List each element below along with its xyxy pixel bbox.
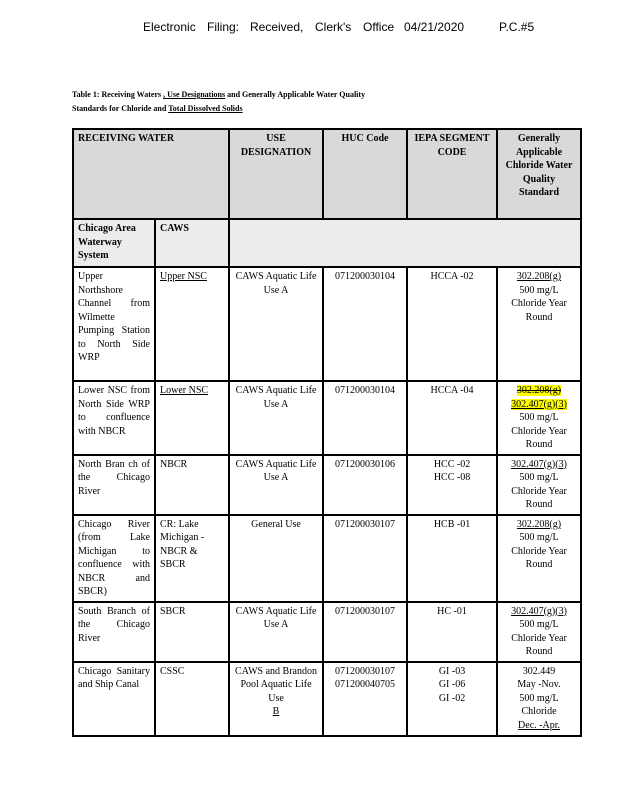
row-huc: 071200030104 [323,267,407,381]
header-iepa-segment: IEPA SEGMENT CODE [407,129,497,219]
row-segment-1: HCC -02 [433,458,471,470]
row-use-b: B [272,706,280,717]
row-water: South Branch of the Chicago River [73,602,155,662]
row-water: Lower NSC from North Side WRP to confluence with NBCR [73,381,155,455]
table-row [73,455,581,515]
system-blank [229,219,581,267]
row-standard-struck: 302.208(g) [516,385,562,396]
header-clerks: Clerk's [315,20,352,34]
row-segment [407,455,497,515]
row-abbr: CSSC [155,662,229,736]
row-abbr: CR: Lake Michigan - NBCR & SBCR [155,515,229,602]
row-standard-section: 302.208(g) [516,271,562,282]
row-use: CAWS Aquatic Life Use A [229,381,323,455]
row-huc-1: 071200030107 [335,665,396,677]
row-segment-1: GI -03 [438,665,466,677]
row-abbr: Lower NSC [155,381,229,455]
header-pc: P.C.#5 [499,20,535,34]
row-standard-text: 500 mg/L Chloride Year Round [511,532,567,570]
row-standard-text: 500 mg/L Chloride Year Round [511,284,567,323]
header-electronic: Electronic [143,20,196,34]
row-standard [497,455,581,515]
row-standard-text: 500 mg/L Chloride Year Round [511,412,567,450]
row-segment-2: HCC -08 [433,472,471,483]
header-date: 04/21/2020 [404,20,465,34]
row-use [229,662,323,736]
row-abbr: NBCR [155,455,229,515]
row-segment-2: GI -06 [438,679,466,690]
header-office: Office [363,20,395,34]
row-huc [323,662,407,736]
row-standard-section: 302.407(g)(3) [511,605,567,617]
row-huc: 071200030106 [323,455,407,515]
row-use-text: CAWS and Brandon Pool Aquatic Life Use [235,665,317,704]
header-standard: Generally Applicable Chloride Water Quality Standard [497,129,581,219]
row-standard-text: 500 mg/L Chloride Year Round [511,472,567,510]
table-row [73,602,581,662]
row-standard [497,381,581,455]
table-caption [72,88,532,116]
system-abbr: CAWS [155,219,229,267]
table-row [73,515,581,602]
row-standard-highlight: 302.407(g)(3) [511,398,567,410]
table-row [73,662,581,736]
row-segment: HCB -01 [407,515,497,602]
row-segment: HCCA -02 [407,267,497,381]
row-standard [497,662,581,736]
row-standard-range2: Dec. -Apr. [518,719,560,731]
row-segment [407,662,497,736]
row-use: CAWS Aquatic Life Use A [229,267,323,381]
row-water: Chicago Sanitary and Ship Canal [73,662,155,736]
header-receiving-water: RECEIVING WATER [73,129,229,219]
row-segment-3: GI -02 [438,692,466,704]
table-row [73,267,581,381]
row-use: CAWS Aquatic Life Use A [229,602,323,662]
row-water: Upper Northshore Channel from Wilmette Pumping Station to North Side WRP [73,267,155,381]
caption-line2-a: Standards for Chloride and [72,104,167,113]
caption-line1-a: Table 1: Receiving Waters [72,90,162,99]
water-quality-table [72,128,582,737]
header-filing: Filing: [207,20,240,34]
row-huc: 071200030107 [323,515,407,602]
row-standard-range: May -Nov. [517,679,561,690]
header-huc-code: HUC Code [323,129,407,219]
caption-line1-c: and Generally Applicable Water Quality [227,90,366,99]
row-huc: 071200030104 [323,381,407,455]
row-standard-section: 302.449 [522,665,556,677]
table-row [73,381,581,455]
row-abbr: SBCR [155,602,229,662]
caption-line1-b: , Use Designations [163,90,226,99]
filing-header [0,20,618,38]
row-water: Chicago River (from Lake Michigan to confluence with NBCR and SBCR) [73,515,155,602]
row-standard-text: 500 mg/L Chloride [519,692,559,717]
row-standard-text: 500 mg/L Chloride Year Round [511,619,567,657]
row-huc-2: 071200040705 [335,679,396,690]
caption-line2-b: Total Dissolved Solids [168,104,243,113]
row-abbr: Upper NSC [155,267,229,381]
row-standard [497,267,581,381]
system-row [73,219,581,267]
row-standard-section: 302.208(g) [516,518,562,530]
row-standard-section: 302.407(g)(3) [511,458,567,470]
row-water: North Bran ch of the Chicago River [73,455,155,515]
system-name: Chicago Area Waterway System [73,219,155,267]
row-standard [497,602,581,662]
row-segment: HC -01 [407,602,497,662]
header-use-designation: USE DESIGNATION [229,129,323,219]
table-header-row [73,129,581,219]
row-use: CAWS Aquatic Life Use A [229,455,323,515]
row-huc: 071200030107 [323,602,407,662]
row-segment: HCCA -04 [407,381,497,455]
row-standard [497,515,581,602]
row-use: General Use [229,515,323,602]
header-received: Received, [250,20,304,34]
